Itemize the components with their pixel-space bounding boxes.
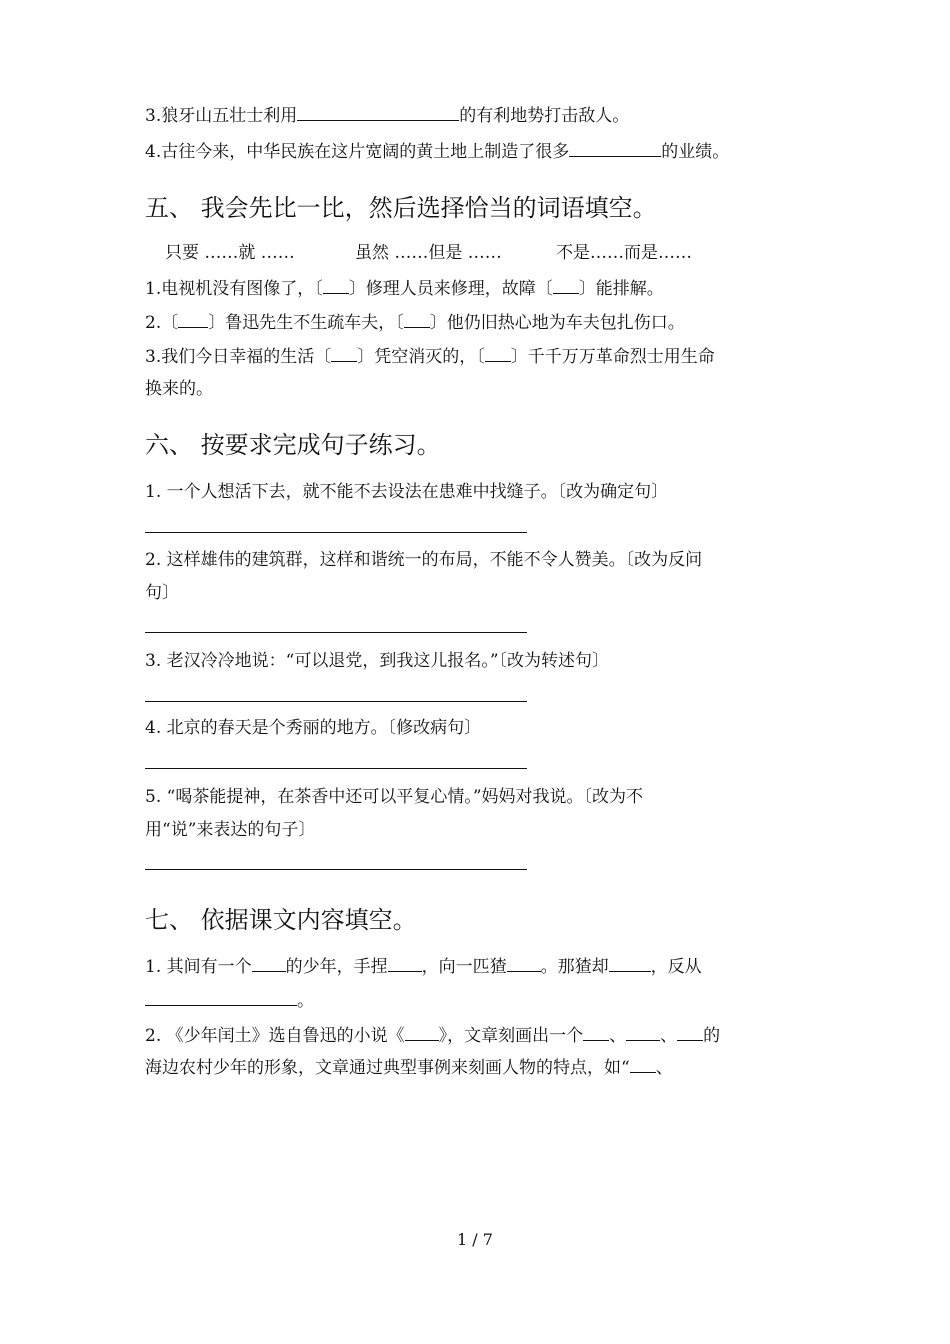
item-text: 〕他仍旧热心地为车夫包扎伤口。 (429, 313, 685, 333)
sentence-task-2: 2. 这样雄伟的建筑群，这样和谐统一的布局，不能不令人赞美。〔改为反问 (145, 550, 703, 570)
sentence-task-1: 1. 一个人想活下去，就不能不去设法在患难中找缝子。〔改为确定句〕 (145, 482, 669, 502)
item-text: 的有利地势打击敌人。 (459, 106, 630, 126)
sentence-task-5: 5. “喝茶能提神，在茶香中还可以平复心情。”妈妈对我说。〔改为不 (145, 787, 644, 807)
sentence-task-5-cont: 用“说”来表达的句子〕 (145, 820, 316, 840)
word-option: 虽然 ……但是 …… (355, 243, 502, 263)
item-text: 1.电视机没有图像了，〔 (145, 279, 323, 299)
item-text: 的少年，手捏 (285, 957, 388, 977)
item-text: ，反从 (650, 957, 702, 977)
answer-line-5[interactable] (145, 869, 527, 870)
answer-blank[interactable] (626, 1024, 660, 1041)
select-item-3-cont: 换来的。 (145, 379, 213, 399)
item-text: 3.狼牙山五壮士利用 (145, 106, 298, 126)
item-text: 》，文章刻画出一个 (438, 1026, 584, 1046)
answer-blank[interactable] (630, 1056, 656, 1073)
answer-line-4[interactable] (145, 768, 527, 769)
item-text: 1. 其间有一个 (145, 957, 252, 977)
word-options (165, 241, 692, 265)
item-text: 、 (655, 1058, 673, 1078)
item-text: 。 (297, 991, 314, 1011)
answer-blank[interactable] (323, 277, 349, 294)
answer-blank[interactable] (331, 345, 357, 362)
sentence-task-2-cont: 句〕 (145, 583, 179, 603)
item-text: 〕鲁迅先生不生疏车夫，〔 (208, 313, 404, 333)
answer-line-3[interactable] (145, 701, 527, 702)
answer-line-1[interactable] (145, 532, 527, 533)
sentence-task-3: 3. 老汉冷冷地说：“可以退党，到我这儿报名。”〔改为转述句〕 (145, 651, 610, 671)
sentence-task-4: 4. 北京的春天是个秀丽的地方。〔修改病句〕 (145, 718, 482, 738)
select-item-1 (145, 277, 664, 301)
fill-item-3 (145, 104, 629, 128)
answer-blank[interactable] (405, 1024, 439, 1041)
answer-blank[interactable] (297, 104, 459, 121)
fill-item-4 (145, 140, 729, 164)
item-text: 海边农村少年的形象，文章通过典型事例来刻画人物的特点，如“ (145, 1058, 630, 1078)
section-7-heading: 七、 依据课文内容填空。 (145, 906, 417, 934)
select-item-3 (145, 345, 715, 369)
answer-blank[interactable] (252, 955, 286, 972)
item-text: 〕能排解。 (578, 279, 664, 299)
answer-blank[interactable] (388, 955, 422, 972)
item-text: 2. 《少年闰土》选自鲁迅的小说《 (145, 1026, 405, 1046)
text-fill-2 (145, 1024, 720, 1048)
answer-blank[interactable] (609, 955, 651, 972)
word-option: 只要 ……就 …… (165, 243, 295, 263)
word-option: 不是……而是…… (556, 243, 692, 263)
item-text: 〕凭空消灭的，〔 (357, 347, 485, 367)
answer-blank[interactable] (485, 345, 511, 362)
text-fill-1 (145, 955, 702, 979)
item-text: 3.我们今日幸福的生活〔 (145, 347, 332, 367)
item-text: 。那猹却 (540, 957, 609, 977)
answer-blank[interactable] (677, 1024, 703, 1041)
answer-line-2[interactable] (145, 632, 527, 633)
answer-blank[interactable] (507, 955, 541, 972)
item-text: 4.古往今来，中华民族在这片宽阔的黄土地上制造了很多 (145, 142, 570, 162)
item-text: 的 (703, 1026, 721, 1046)
answer-blank[interactable] (145, 989, 297, 1006)
item-text: 〕千千万万革命烈士用生命 (510, 347, 715, 367)
item-text: ，向一匹猹 (421, 957, 507, 977)
page-number: 1 / 7 (457, 1230, 493, 1249)
answer-blank[interactable] (569, 140, 661, 157)
answer-blank[interactable] (404, 311, 430, 328)
text-fill-2-cont (145, 1056, 673, 1080)
section-6-heading: 六、 按要求完成句子练习。 (145, 431, 441, 459)
section-5-heading: 五、 我会先比一比，然后选择恰当的词语填空。 (145, 194, 657, 222)
answer-blank[interactable] (178, 311, 208, 328)
answer-blank[interactable] (553, 277, 579, 294)
item-text: 〕修理人员来修理，故障〔 (348, 279, 553, 299)
item-text: 的业绩。 (661, 142, 730, 162)
text-fill-1-cont (145, 989, 314, 1013)
answer-blank[interactable] (583, 1024, 609, 1041)
select-item-2 (145, 311, 685, 335)
item-text: 、 (660, 1026, 678, 1046)
item-text: 2.〔 (145, 313, 179, 333)
item-text: 、 (609, 1026, 627, 1046)
